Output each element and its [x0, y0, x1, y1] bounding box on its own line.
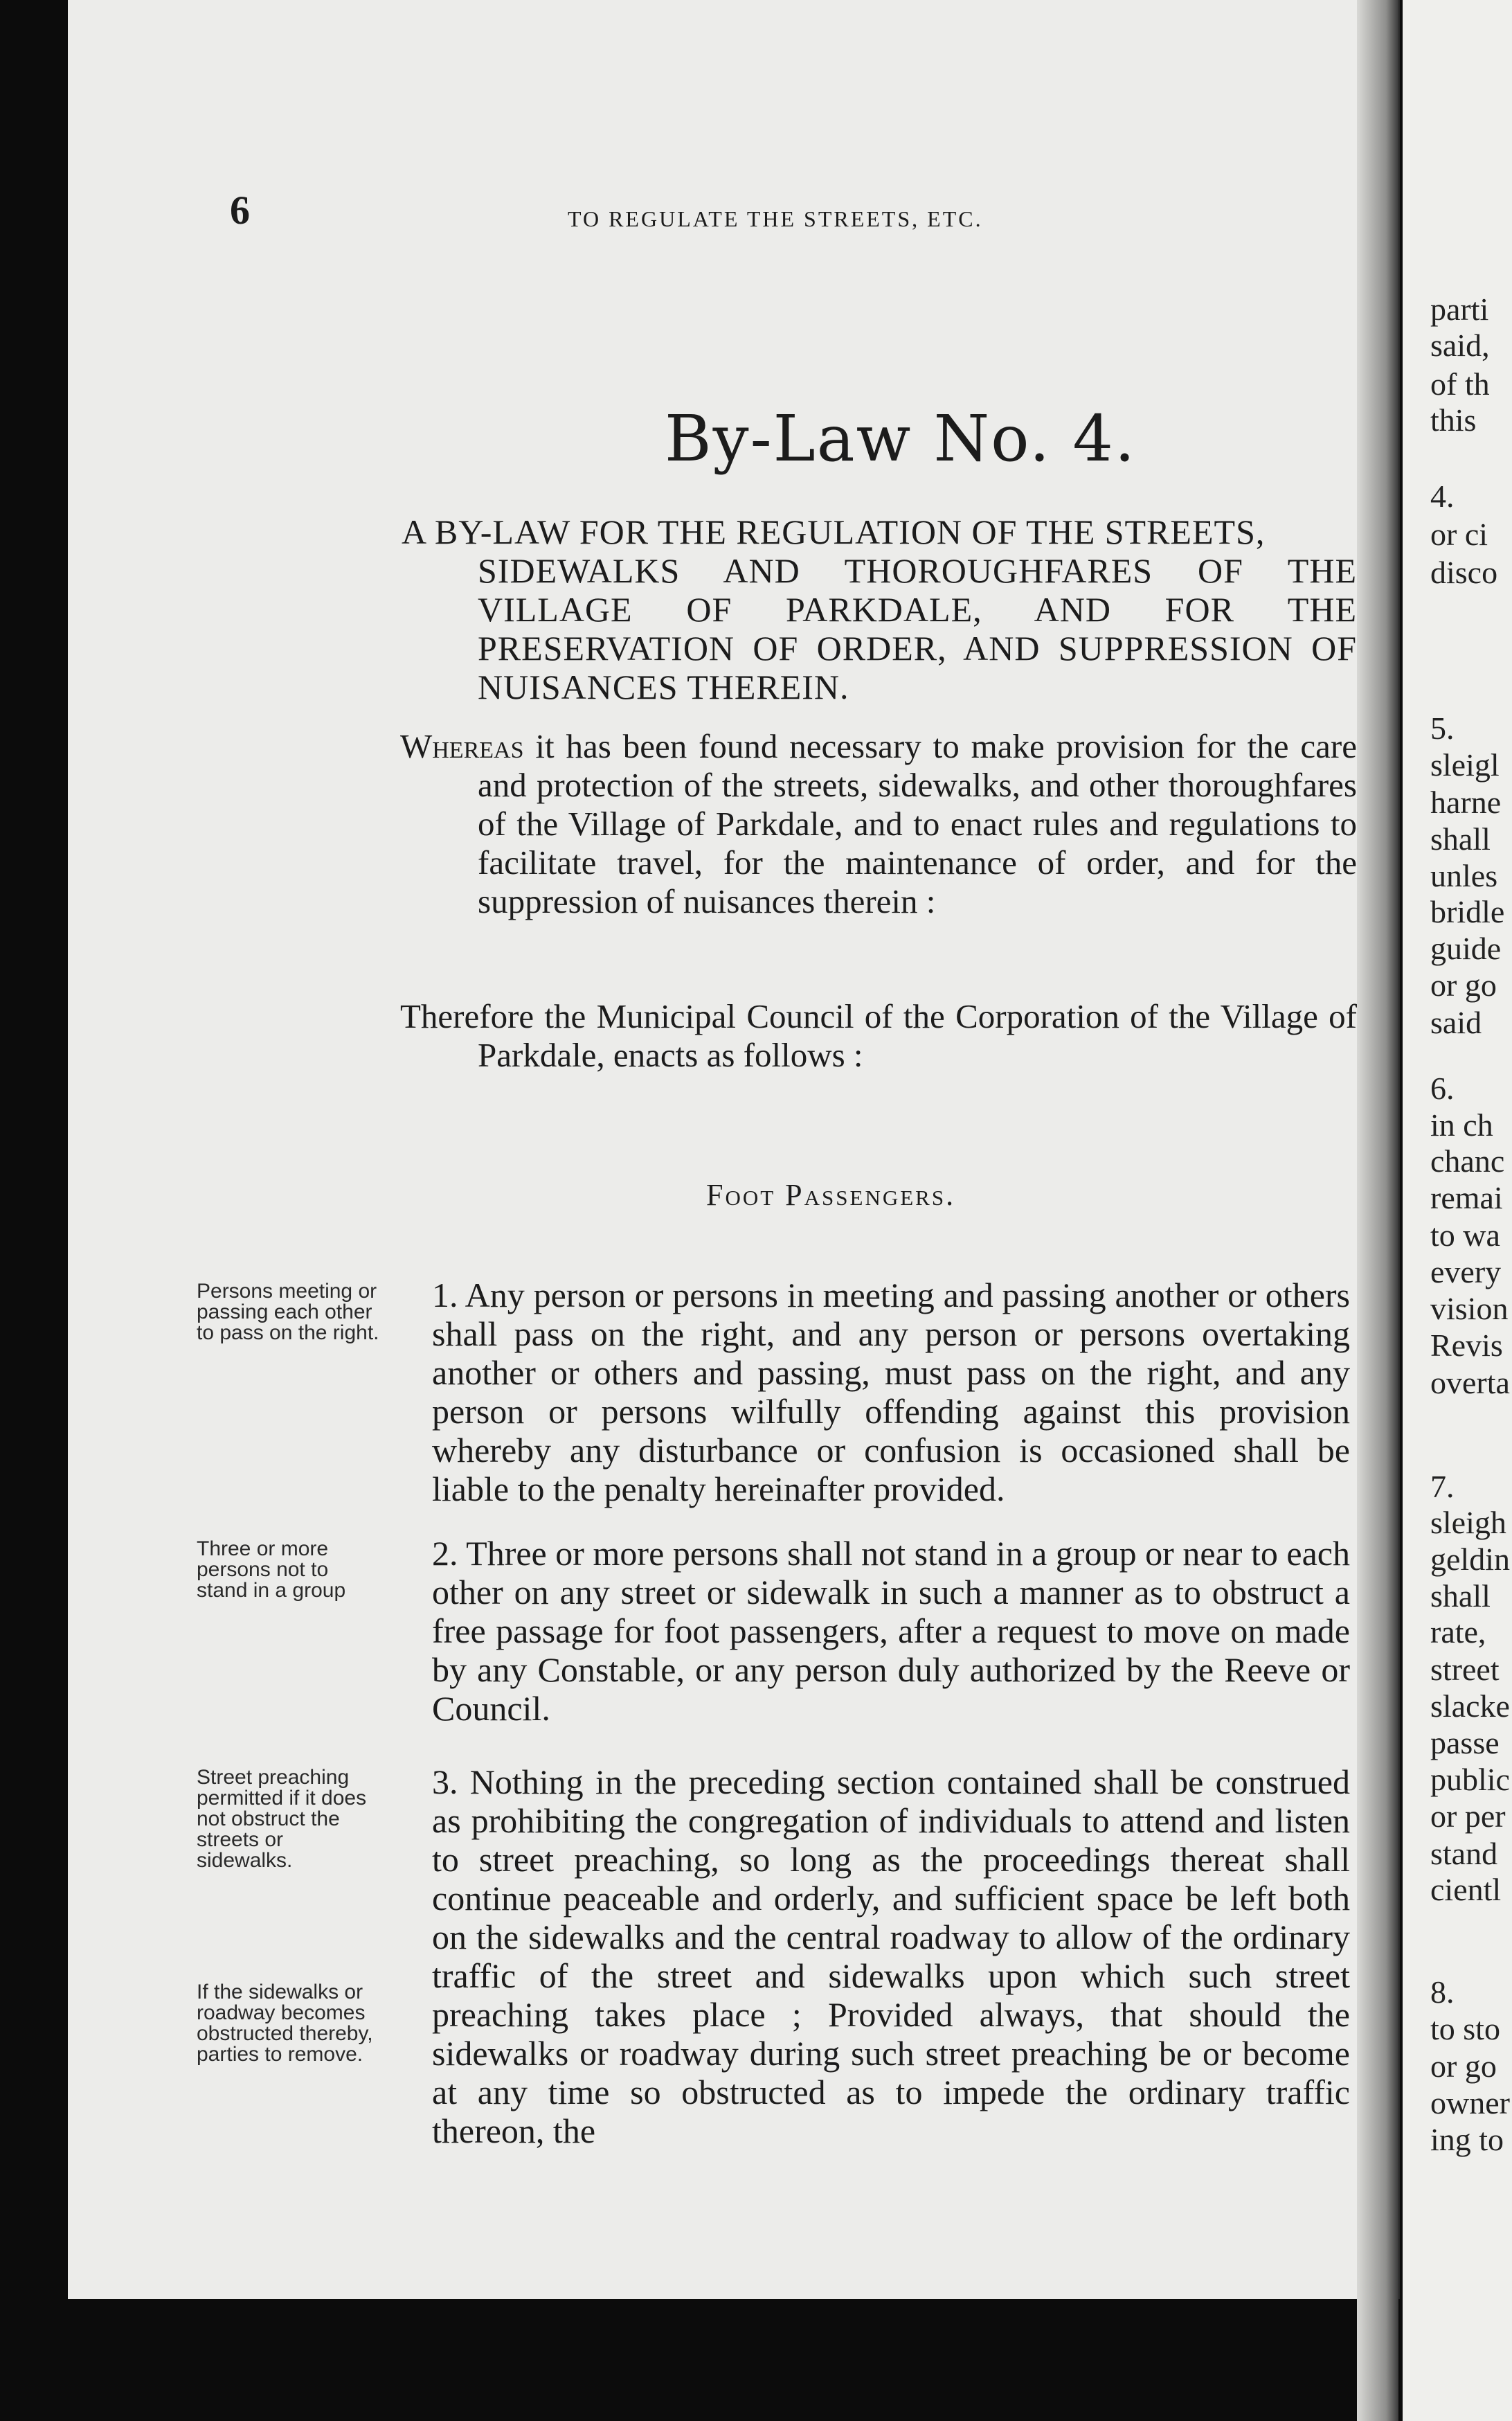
margin-note-clause-3: Street preaching permitted if it does not obstruct the streets or sidewalks.	[197, 1766, 367, 1872]
section-heading: Foot Passengers.	[706, 1178, 956, 1212]
facing-page-line: this	[1430, 402, 1477, 438]
facing-page-line: chanc	[1430, 1143, 1505, 1179]
running-head: TO REGULATE THE STREETS, ETC.	[568, 206, 983, 231]
facing-page-line: slacke	[1430, 1688, 1510, 1724]
facing-page-line: stand	[1430, 1836, 1498, 1871]
facing-page-line: sleigl	[1430, 747, 1500, 783]
facing-page-line: bridle	[1430, 894, 1505, 929]
facing-page-line: street	[1430, 1652, 1500, 1687]
facing-page-line: sleigh	[1430, 1505, 1506, 1540]
facing-page-line: Revis	[1430, 1328, 1503, 1363]
facing-page-line: to sto	[1430, 2011, 1500, 2046]
clause-1	[388, 1276, 1350, 1508]
facing-page-line: 5.	[1430, 711, 1455, 746]
facing-page-line: 8.	[1430, 1974, 1455, 2010]
facing-page-line: of th	[1430, 366, 1490, 402]
facing-page-line: overta	[1430, 1365, 1510, 1400]
margin-note-clause-2: Three or more persons not to stand in a group	[197, 1537, 346, 1602]
whereas-text: it has been found necessary to make provision for the care and protection of the streets, sidewalks, and other thoroughfares of the Village of Parkdale, and to enact rules and regulations to facilitate travel, for the maintenance of order, and for the suppression of nuisances therein :	[478, 727, 1357, 920]
page-gutter-shadow	[1357, 0, 1398, 2421]
facing-page-line: passe	[1430, 1725, 1500, 1760]
page-number: 6	[230, 188, 250, 233]
whereas-word: Whereas	[400, 727, 524, 765]
facing-page-line: or per	[1430, 1798, 1506, 1834]
facing-page-line: 4.	[1430, 479, 1455, 514]
facing-page-line: parti	[1430, 292, 1489, 327]
facing-page-line: 7.	[1430, 1469, 1455, 1504]
clause-2-text: 2. Three or more persons shall not stand in a group or near to each other on any street or sidewalk in such a manner as to obstruct a free passage for foot passengers, after a request to move on made by any Constable, or any person duly authorized by the Reeve or Council.	[432, 1534, 1350, 1728]
facing-page-line: rate,	[1430, 1614, 1486, 1650]
enacting-paragraph	[400, 997, 1357, 1075]
facing-page-line: geldin	[1430, 1542, 1510, 1577]
facing-page-line: disco	[1430, 555, 1498, 590]
facing-page-line: ing to	[1430, 2122, 1504, 2157]
whereas-paragraph	[400, 727, 1357, 921]
facing-page-line: remai	[1430, 1180, 1503, 1215]
clause-3-text: 3. Nothing in the preceding section contained shall be construed as prohibiting the congregation of individuals to attend and listen to street preaching, so long as the proceedings thereat shall continue peaceable and orderly, and sufficient space be left both on the sidewalks and the central roadway to allow of the ordinary traffic of the street and sidewalks upon which such street preaching takes place ; Provided always, that should the sidewalks or roadway during such street preaching be or become at any time so obstructed as to impede the ordinary traffic thereon, the	[432, 1762, 1350, 2150]
clause-3	[388, 1762, 1350, 2150]
facing-page-line: or go	[1430, 967, 1497, 1003]
facing-page-line: vision	[1430, 1291, 1509, 1326]
facing-page-line: every	[1430, 1254, 1502, 1289]
margin-note-clause-3b: If the sidewalks or roadway becomes obstructed thereby, parties to remove.	[197, 1981, 373, 2066]
facing-page-line: harne	[1430, 785, 1502, 820]
facing-page-line: public	[1430, 1762, 1510, 1797]
facing-page-line: owner	[1430, 2085, 1510, 2120]
facing-page-line: in ch	[1430, 1107, 1493, 1143]
facing-page-line: guide	[1430, 931, 1502, 966]
bylaw-heading	[402, 512, 1357, 706]
facing-page-line: shall	[1430, 821, 1491, 857]
margin-note-clause-1: Persons meeting or passing each other to pass on the right.	[197, 1280, 379, 1344]
facing-page-line: or go	[1430, 2048, 1497, 2084]
clause-2	[388, 1534, 1350, 1728]
bylaw-title: By-Law No. 4.	[665, 402, 1137, 476]
facing-page-line: shall	[1430, 1578, 1491, 1614]
facing-page-line: said,	[1430, 328, 1490, 363]
facing-page-line: to wa	[1430, 1217, 1500, 1253]
bylaw-heading-rest: SIDEWALKS AND THOROUGHFARES OF THE VILLAGE OF PARKDALE, AND FOR THE PRESERVATION OF ORDER, AND SUPPRESSION OF NUISANCES THEREIN.	[478, 551, 1357, 706]
facing-page-line: or ci	[1430, 517, 1488, 552]
bylaw-heading-first-line: A BY-LAW FOR THE REGULATION OF THE STREETS,	[402, 512, 1266, 551]
clause-1-text: 1. Any person or persons in meeting and passing another or others shall pass on the right, and any person or persons overtaking another or others and passing, must pass on the right, and any person or persons wilfully offending against this provision whereby any disturbance or confusion is occasioned shall be liable to the penalty hereinafter provided.	[432, 1276, 1350, 1508]
facing-page	[1403, 0, 1512, 2421]
facing-page-line: said	[1430, 1005, 1482, 1040]
facing-page-line: cientl	[1430, 1872, 1502, 1907]
facing-page-line: 6.	[1430, 1071, 1455, 1106]
enacting-text: Therefore the Municipal Council of the Corporation of the Village of Parkdale, enacts as follows :	[400, 997, 1357, 1074]
facing-page-line: unles	[1430, 858, 1498, 893]
